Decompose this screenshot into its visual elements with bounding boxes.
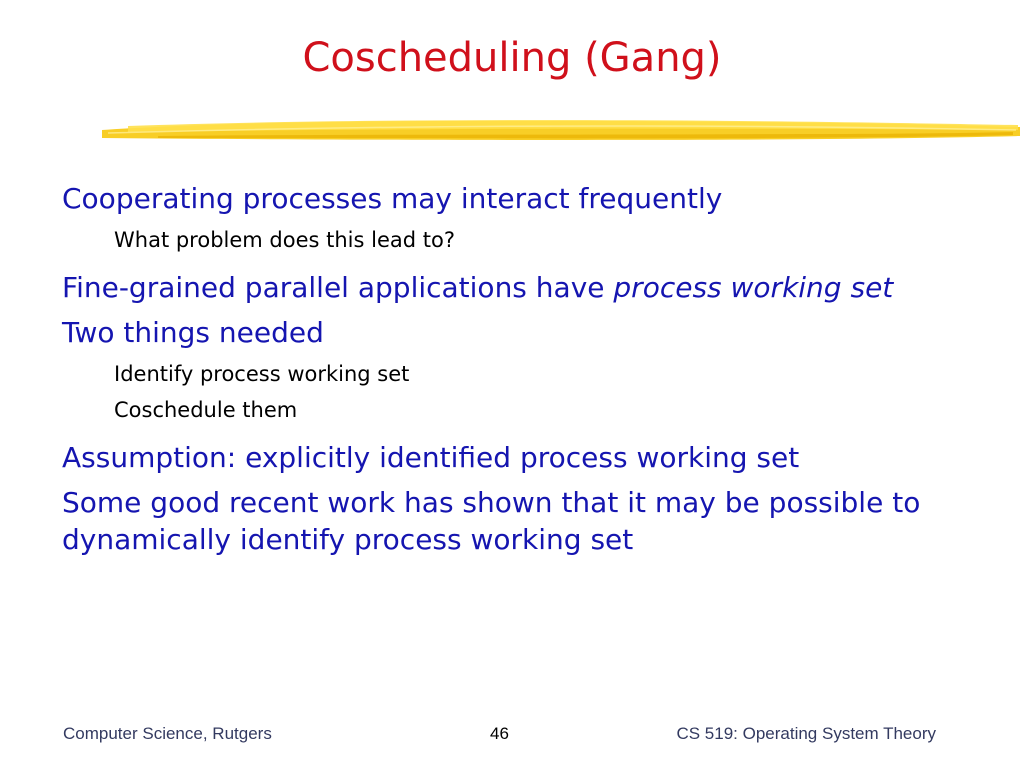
bullet-two-things-needed: Two things needed	[62, 316, 324, 349]
bullet-recent-work: Some good recent work has shown that it may be possible to dynamically identify process working set	[62, 486, 921, 556]
bullet-fine-grained-emphasis: process working set	[613, 271, 894, 304]
sub-bullet-coschedule: Coschedule them	[114, 398, 298, 422]
bullet-list	[62, 180, 962, 566]
sub-bullet-identify-working-set: Identify process working set	[114, 362, 410, 386]
bullet-assumption: Assumption: explicitly identified process working set	[62, 441, 800, 474]
footer-institution: Computer Science, Rutgers	[63, 724, 272, 743]
sub-bullet-problem-question: What problem does this lead to?	[114, 228, 455, 252]
slide-title: Coscheduling (Gang)	[302, 35, 722, 81]
bullet-fine-grained-text: Fine-grained parallel applications have	[62, 271, 614, 304]
bullet-cooperating-processes: Cooperating processes may interact frequently	[62, 182, 723, 215]
footer-page-number: 46	[490, 724, 509, 743]
highlight-brush-stroke	[98, 112, 1024, 148]
bullet-fine-grained-applications	[62, 269, 942, 306]
footer-course: CS 519: Operating System Theory	[676, 724, 936, 743]
